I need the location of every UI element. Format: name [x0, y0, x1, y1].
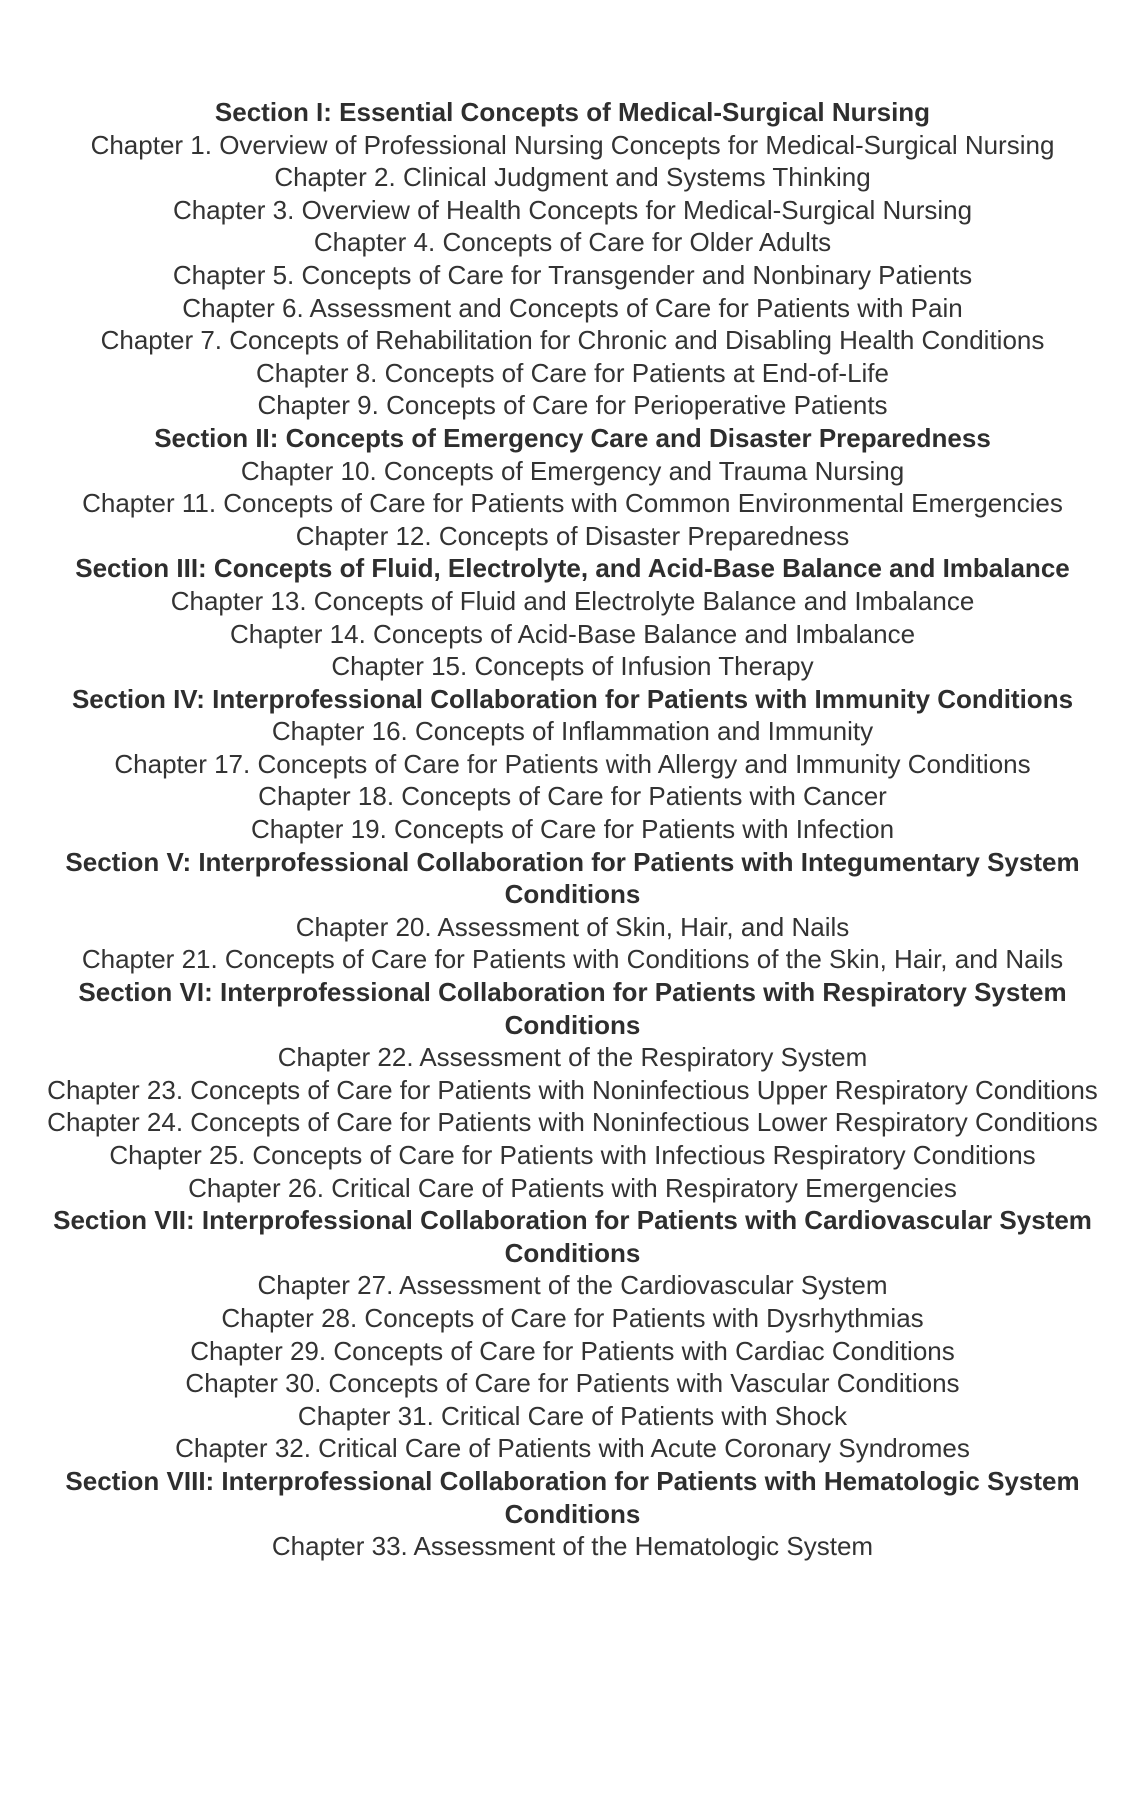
chapter-entry: Chapter 3. Overview of Health Concepts for Medical-Surgical Nursing [172, 194, 973, 225]
chapter-entry: Chapter 6. Assessment and Concepts of Care for Patients with Pain [182, 292, 963, 323]
chapter-entry: Chapter 28. Concepts of Care for Patients with Dysrhythmias [221, 1302, 924, 1333]
section-heading: Section II: Concepts of Emergency Care and Disaster Preparedness [154, 422, 991, 453]
chapter-entry: Chapter 29. Concepts of Care for Patients with Cardiac Conditions [190, 1335, 955, 1366]
section-heading: Section VIII: Interprofessional Collaboration for Patients with Hematologic System Conditions [65, 1465, 1080, 1529]
chapter-entry: Chapter 12. Concepts of Disaster Preparedness [295, 520, 850, 551]
section-heading: Section I: Essential Concepts of Medical-Surgical Nursing [214, 97, 931, 127]
chapter-entry: Chapter 31. Critical Care of Patients with Shock [297, 1400, 848, 1431]
table-of-contents [30, 96, 1115, 1563]
section-heading: Section IV: Interprofessional Collaboration for Patients with Immunity Conditions [71, 683, 1074, 714]
chapter-entry: Chapter 9. Concepts of Care for Perioperative Patients [257, 390, 888, 421]
chapter-entry: Chapter 11. Concepts of Care for Patients with Common Environmental Emergencies [82, 488, 1063, 519]
section-heading: Section VI: Interprofessional Collaboration for Patients with Respiratory System Conditions [78, 977, 1067, 1040]
section-heading: Section V: Interprofessional Collaboration for Patients with Integumentary System Conditions [65, 846, 1080, 910]
chapter-entry: Chapter 32. Critical Care of Patients with Acute Coronary Syndromes [175, 1433, 970, 1464]
section-heading: Section III: Concepts of Fluid, Electrolyte, and Acid-Base Balance and Imbalance [75, 553, 1070, 584]
chapter-entry: Chapter 10. Concepts of Emergency and Trauma Nursing [240, 455, 905, 486]
chapter-entry: Chapter 20. Assessment of Skin, Hair, and Nails [295, 911, 850, 942]
chapter-entry: Chapter 30. Concepts of Care for Patients with Vascular Conditions [185, 1368, 960, 1399]
chapter-entry: Chapter 18. Concepts of Care for Patients with Cancer [258, 781, 887, 812]
chapter-entry: Chapter 25. Concepts of Care for Patients with Infectious Respiratory Conditions [109, 1140, 1036, 1170]
chapter-entry: Chapter 27. Assessment of the Cardiovascular System [257, 1270, 888, 1301]
chapter-entry: Chapter 22. Assessment of the Respiratory System [277, 1042, 868, 1073]
chapter-entry: Chapter 15. Concepts of Infusion Therapy [331, 651, 814, 682]
chapter-entry: Chapter 8. Concepts of Care for Patients at End-of-Life [255, 357, 889, 388]
chapter-entry: Chapter 7. Concepts of Rehabilitation for Chronic and Disabling Health Conditions [100, 325, 1045, 356]
chapter-entry: Chapter 16. Concepts of Inflammation and Immunity [271, 716, 874, 747]
chapter-entry: Chapter 21. Concepts of Care for Patients with Conditions of the Skin, Hair, and Nails [81, 944, 1064, 975]
chapter-entry: Chapter 1. Overview of Professional Nursing Concepts for Medical-Surgical Nursing [90, 129, 1055, 160]
chapter-entry: Chapter 4. Concepts of Care for Older Adults [313, 227, 832, 258]
chapter-entry: Chapter 23. Concepts of Care for Patients with Noninfectious Upper Respiratory Conditions [47, 1074, 1098, 1105]
chapter-entry: Chapter 33. Assessment of the Hematologic System [271, 1531, 874, 1562]
chapter-entry: Chapter 14. Concepts of Acid-Base Balance and Imbalance [229, 618, 916, 649]
section-heading: Section VII: Interprofessional Collaboration for Patients with Cardiovascular System Conditions [53, 1205, 1092, 1268]
chapter-entry: Chapter 2. Clinical Judgment and Systems Thinking [274, 162, 871, 193]
chapter-entry: Chapter 13. Concepts of Fluid and Electrolyte Balance and Imbalance [170, 585, 975, 616]
chapter-entry: Chapter 5. Concepts of Care for Transgender and Nonbinary Patients [172, 259, 973, 290]
chapter-entry: Chapter 26. Critical Care of Patients with Respiratory Emergencies [188, 1172, 957, 1203]
chapter-entry: Chapter 19. Concepts of Care for Patients with Infection [250, 814, 895, 845]
chapter-entry: Chapter 17. Concepts of Care for Patients with Allergy and Immunity Conditions [114, 748, 1031, 779]
chapter-entry: Chapter 24. Concepts of Care for Patients with Noninfectious Lower Respiratory Conditions [47, 1107, 1098, 1138]
